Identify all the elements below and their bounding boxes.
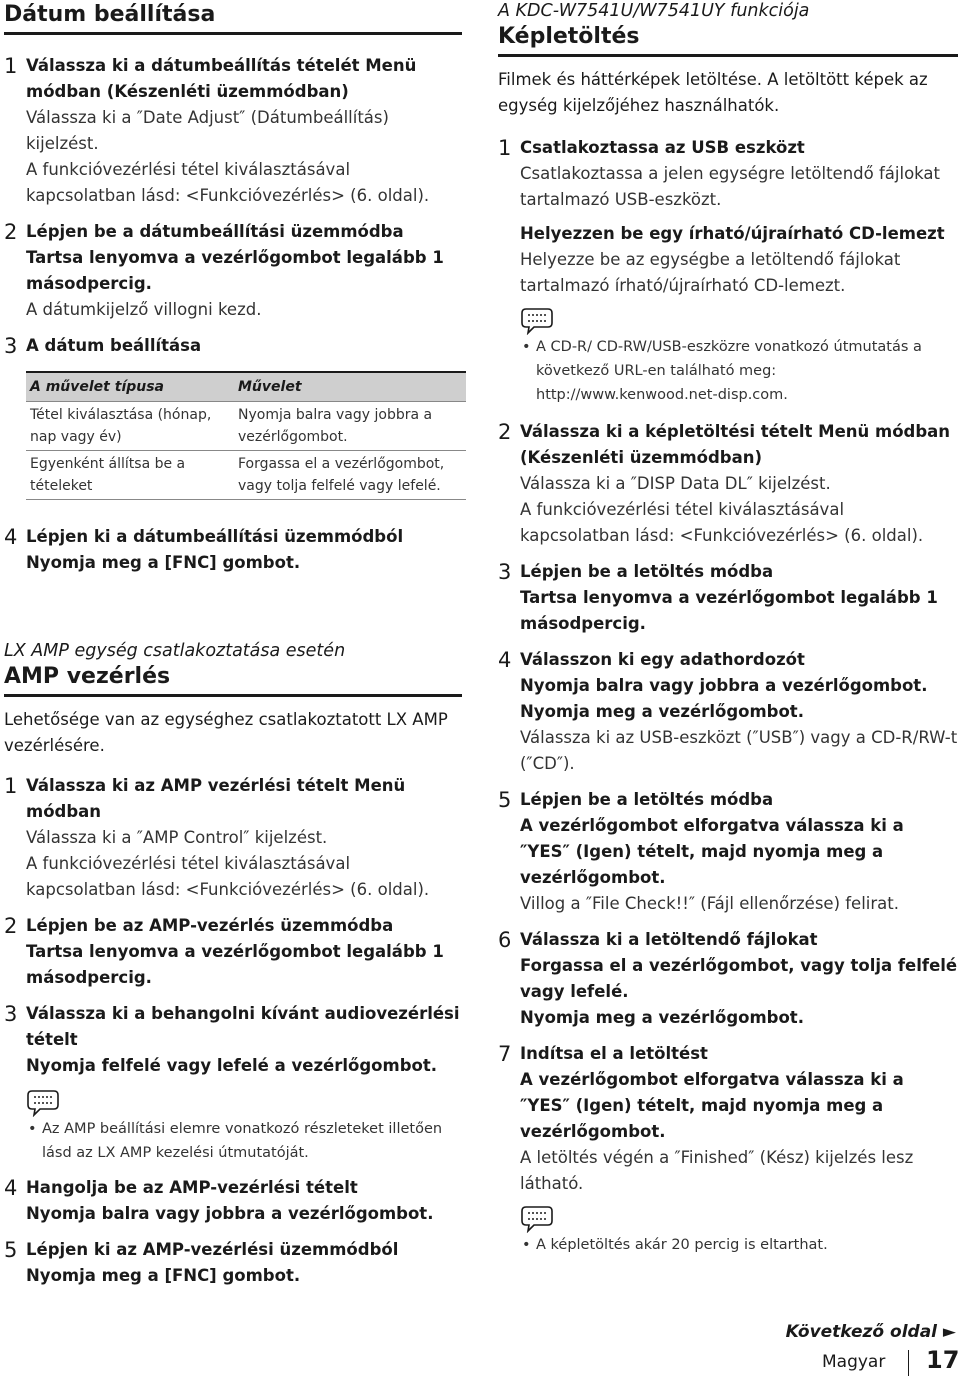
step-number: 4	[4, 1176, 18, 1200]
download-step-4	[498, 647, 958, 777]
amp-step-3	[4, 1001, 462, 1079]
step-title: Csatlakoztassa az USB eszközt	[520, 138, 805, 157]
step-instruction: Nyomja meg a [FNC] gombot.	[26, 553, 301, 572]
download-step-7	[498, 1041, 958, 1257]
step-text: Helyezze be az egységbe a letöltendő fájlokat tartalmazó írható/újraírható CD-lemezt.	[520, 250, 901, 295]
amp-step-2	[4, 913, 462, 991]
amp-step-5	[4, 1237, 462, 1289]
step-title: Lépjen be az AMP-vezérlés üzemmódba	[26, 916, 394, 935]
table-cell: Forgassa el a vezérlőgombot, vagy tolja felfelé vagy lefelé.	[234, 451, 466, 500]
download-section-title: Képletöltés	[498, 22, 958, 57]
step-text: A dátumkijelző villogni kezd.	[26, 300, 262, 319]
bullet-icon: •	[522, 1237, 531, 1253]
step-text: A letöltés végén a ″Finished″ (Kész) kijelzés lesz látható.	[520, 1148, 914, 1193]
footer-divider	[908, 1350, 909, 1376]
date-step-4	[4, 524, 462, 576]
step-text: A funkcióvezérlési tétel kiválasztásával kapcsolatban lásd: <Funkcióvezérlés> (6. oldal).	[520, 500, 924, 545]
step-title: Lépjen ki az AMP-vezérlési üzemmódból	[26, 1240, 399, 1259]
step-number: 4	[498, 648, 512, 672]
step-title: Válassza ki a behangolni kívánt audiovezérlési tételt	[26, 1004, 460, 1049]
note-item	[26, 1117, 462, 1165]
step-number: 2	[4, 220, 18, 244]
table-header: A művelet típusa	[26, 372, 234, 402]
right-column	[498, 0, 958, 1257]
table-cell: Egyenként állítsa be a tételeket	[26, 451, 234, 500]
step-instruction: Nyomja balra vagy jobbra a vezérlőgombot.	[26, 1204, 434, 1223]
date-section-title: Dátum beállítása	[4, 0, 462, 35]
date-step-1	[4, 53, 462, 209]
step-number: 3	[498, 560, 512, 584]
step-instruction: Nyomja balra vagy jobbra a vezérlőgombot.	[520, 676, 928, 695]
footer-language: Magyar	[822, 1352, 886, 1372]
step-number: 1	[4, 774, 18, 798]
amp-step-1	[4, 773, 462, 903]
step-number: 6	[498, 928, 512, 952]
step-title: Lépjen be a dátumbeállítási üzemmódba	[26, 222, 404, 241]
step-title: Válassza ki a letöltendő fájlokat	[520, 930, 818, 949]
bullet-icon: •	[522, 339, 531, 355]
download-step-2	[498, 419, 958, 549]
note-icon	[520, 305, 554, 335]
note-item	[520, 1233, 958, 1257]
step-number: 3	[4, 1002, 18, 1026]
step-number: 4	[4, 525, 18, 549]
step-instruction: A vezérlőgombot elforgatva válassza ki a ″YES″ (Igen) tételt, majd nyomja meg a vezérlőgombot.	[520, 816, 904, 887]
step-text: Válassza ki az USB-eszközt (″USB″) vagy a CD-R/RW-t (″CD″).	[520, 728, 958, 773]
step-title: Lépjen be a letöltés módba	[520, 790, 774, 809]
table-header: Művelet	[234, 372, 466, 402]
step-number: 5	[4, 1238, 18, 1262]
download-section-subtitle: A KDC-W7541U/W7541UY funkciója	[498, 1, 810, 21]
amp-note	[4, 1087, 462, 1165]
step-number: 5	[498, 788, 512, 812]
download-step-6	[498, 927, 958, 1031]
download-intro: Filmek és háttérképek letöltése. A letöltött képek az egység kijelzőjéhez használhatók.	[498, 70, 928, 115]
step-title: Válassza ki a dátumbeállítás tételét Menü módban (Készenléti üzemmódban)	[26, 56, 417, 101]
step-title: Válasszon ki egy adathordozót	[520, 650, 805, 669]
step-number: 7	[498, 1042, 512, 1066]
amp-section-subtitle: LX AMP egység csatlakoztatása esetén	[4, 641, 346, 661]
download-step-3	[498, 559, 958, 637]
note-icon	[26, 1087, 60, 1117]
step-title: Hangolja be az AMP-vezérlési tételt	[26, 1178, 358, 1197]
step-title: Lépjen be a letöltés módba	[520, 562, 774, 581]
note-text: A CD-R/ CD-RW/USB-eszközre vonatkozó útmutatás a következő URL-en található meg: http://www.kenwood.net-disp.com.	[536, 339, 922, 403]
note-text: Az AMP beállítási elemre vonatkozó részleteket illetően lásd az LX AMP kezelési útmutatóját.	[42, 1121, 443, 1161]
step-instruction: Tartsa lenyomva a vezérlőgombot legalább 1 másodpercig.	[26, 248, 444, 293]
step-title: Lépjen ki a dátumbeállítási üzemmódból	[26, 527, 404, 546]
date-step-3	[4, 333, 462, 359]
amp-intro: Lehetősége van az egységhez csatlakoztatott LX AMP vezérlésére.	[4, 710, 448, 755]
step-instruction: A vezérlőgombot elforgatva válassza ki a ″YES″ (Igen) tételt, majd nyomja meg a vezérlőgombot.	[520, 1070, 904, 1141]
step-title: A dátum beállítása	[26, 336, 202, 355]
step-instruction: Nyomja meg a vezérlőgombot.	[520, 1008, 804, 1027]
step-number: 3	[4, 334, 18, 358]
step-number: 1	[4, 54, 18, 78]
table-cell: Tétel kiválasztása (hónap, nap vagy év)	[26, 402, 234, 451]
step-text: Csatlakoztassa a jelen egységre letöltendő fájlokat tartalmazó USB-eszközt.	[520, 164, 941, 209]
amp-section-title: AMP vezérlés	[4, 662, 462, 697]
next-page-link[interactable]: Következő oldal ►	[785, 1322, 956, 1342]
step-instruction: Nyomja felfelé vagy lefelé a vezérlőgombot.	[26, 1056, 438, 1075]
step-title: Válassza ki az AMP vezérlési tételt Menü módban	[26, 776, 406, 821]
table-row	[26, 402, 466, 451]
step-instruction: Tartsa lenyomva a vezérlőgombot legalább 1 másodpercig.	[520, 588, 938, 633]
date-step-2	[4, 219, 462, 323]
step-number: 2	[4, 914, 18, 938]
download-step-5	[498, 787, 958, 917]
step-text: Válassza ki a ″AMP Control″ kijelzést.	[26, 828, 328, 847]
step-text: Válassza ki a ″DISP Data DL″ kijelzést.	[520, 474, 831, 493]
step-text: Válassza ki a ″Date Adjust″ (Dátumbeállítás) kijelzést.	[26, 108, 389, 153]
table-cell: Nyomja balra vagy jobbra a vezérlőgombot.	[234, 402, 466, 451]
step-number: 1	[498, 136, 512, 160]
step-instruction: Nyomja meg a [FNC] gombot.	[26, 1266, 301, 1285]
left-column	[4, 0, 462, 1289]
step-alt-title: Helyezzen be egy írható/újraírható CD-lemezt	[520, 224, 945, 243]
note-text: A képletöltés akár 20 percig is eltarthat.	[536, 1237, 828, 1253]
note-item	[520, 335, 958, 407]
step-title: Válassza ki a képletöltési tételt Menü módban (Készenléti üzemmódban)	[520, 422, 951, 467]
page-number: 17	[926, 1346, 960, 1374]
amp-step-4	[4, 1175, 462, 1227]
note-icon	[520, 1203, 554, 1233]
step-text: A funkcióvezérlési tétel kiválasztásával kapcsolatban lásd: <Funkcióvezérlés> (6. oldal).	[26, 160, 430, 205]
step-text: Villog a ″File Check!!″ (Fájl ellenőrzése) felirat.	[520, 894, 899, 913]
step-instruction: Nyomja meg a vezérlőgombot.	[520, 702, 804, 721]
step-text: A funkcióvezérlési tétel kiválasztásával kapcsolatban lásd: <Funkcióvezérlés> (6. oldal).	[26, 854, 430, 899]
download-step-1	[498, 135, 958, 407]
step-title: Indítsa el a letöltést	[520, 1044, 708, 1063]
bullet-icon: •	[28, 1121, 37, 1137]
step-instruction: Tartsa lenyomva a vezérlőgombot legalább 1 másodpercig.	[26, 942, 444, 987]
date-operation-table	[26, 371, 466, 500]
table-row	[26, 451, 466, 500]
step-number: 2	[498, 420, 512, 444]
step-instruction: Forgassa el a vezérlőgombot, vagy tolja felfelé vagy lefelé.	[520, 956, 958, 1001]
